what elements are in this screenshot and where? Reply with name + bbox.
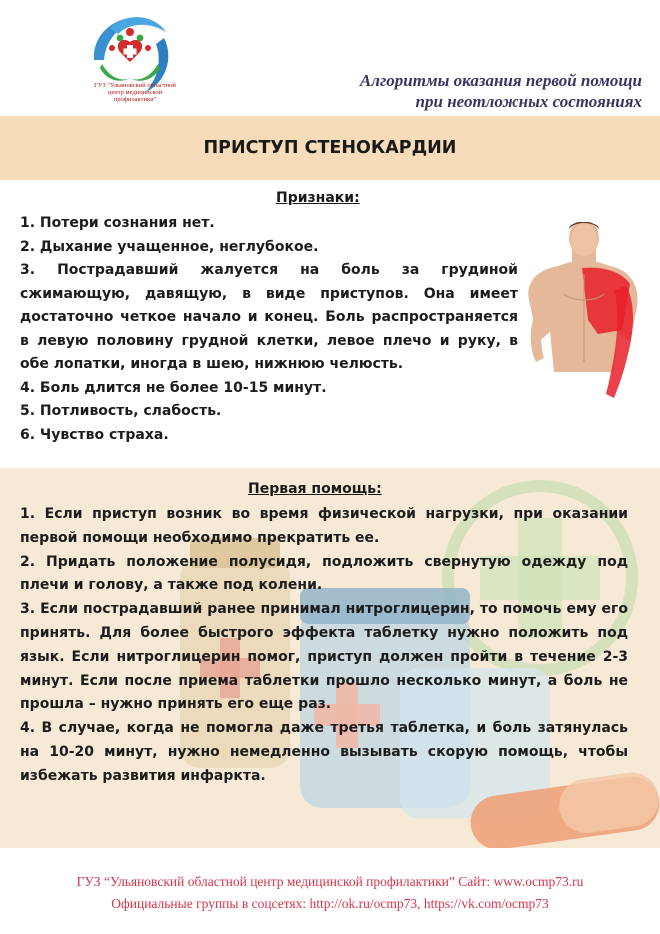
footer-org-and-site: ГУЗ “Ульяновский областной центр медицинской профилактики” Сайт: www.ocmp73.ru xyxy=(76,874,584,889)
list-item: 6. Чувство страха. xyxy=(20,426,169,443)
list-item: 3. Пострадавший жалуется на боль за грудиной сжимающую, давящую, в виде приступов. Она имеет достаточно четкое начало и конец. Боль распространяется в левую половину грудной клетки, левое плечо и руку, в обе лопатки, иногда в шею, нижнюю челюсть. xyxy=(20,262,518,372)
header-title-line1: Алгоритмы оказания первой помощи xyxy=(359,71,642,90)
header-title-line2: при неотложных состояниях xyxy=(415,92,642,111)
header-title xyxy=(242,70,642,112)
first-aid-heading: Первая помощь: xyxy=(248,481,382,497)
footer-social-links: Официальные группы в соцсетях: http://ok.ru/ocmp73, https://vk.com/ocmp73 xyxy=(111,896,549,911)
first-aid-list xyxy=(20,503,628,789)
list-item: 1. Если приступ возник во время физической нагрузки, при оказании первой помощи необходимо прекратить ее. xyxy=(20,506,628,546)
page-header xyxy=(0,0,660,116)
signs-list xyxy=(20,212,518,447)
page-footer xyxy=(0,848,660,934)
list-item: 4. В случае, когда не помогла даже третья таблетка, и боль затянулась на 10-20 минут, нужно немедленно вызывать скорую помощь, чтобы избежать развития инфаркта. xyxy=(20,720,628,784)
signs-heading: Признаки: xyxy=(276,190,360,206)
list-item: 5. Потливость, слабость. xyxy=(20,403,222,419)
list-item: 3. Если пострадавший ранее принимал нитроглицерин, то помочь ему его принять. Для более быстрого эффекта таблетку нужно положить под язык. Если нитроглицерин помог, приступ должен пройти в течение 2-3 минут. Если после приема таблетки прошло несколько минут, а боль не прошла – нужно принять его еще раз. xyxy=(20,601,628,713)
logo-caption: ГУЗ "Ульяновский областной центр медицинской профилактики" xyxy=(94,82,176,103)
list-item: 2. Дыхание учащенное, неглубокое. xyxy=(20,238,319,255)
list-item: 2. Придать положение полусидя, подложить свернутую одежду под плечи и голову, а также под колени. xyxy=(20,553,628,594)
man-pain-illustration-icon xyxy=(518,222,650,402)
page-title: ПРИСТУП СТЕНОКАРДИИ xyxy=(203,138,457,158)
list-item: 4. Боль длится не более 10-15 минут. xyxy=(20,379,327,396)
list-item: 1. Потери сознания нет. xyxy=(20,215,215,231)
